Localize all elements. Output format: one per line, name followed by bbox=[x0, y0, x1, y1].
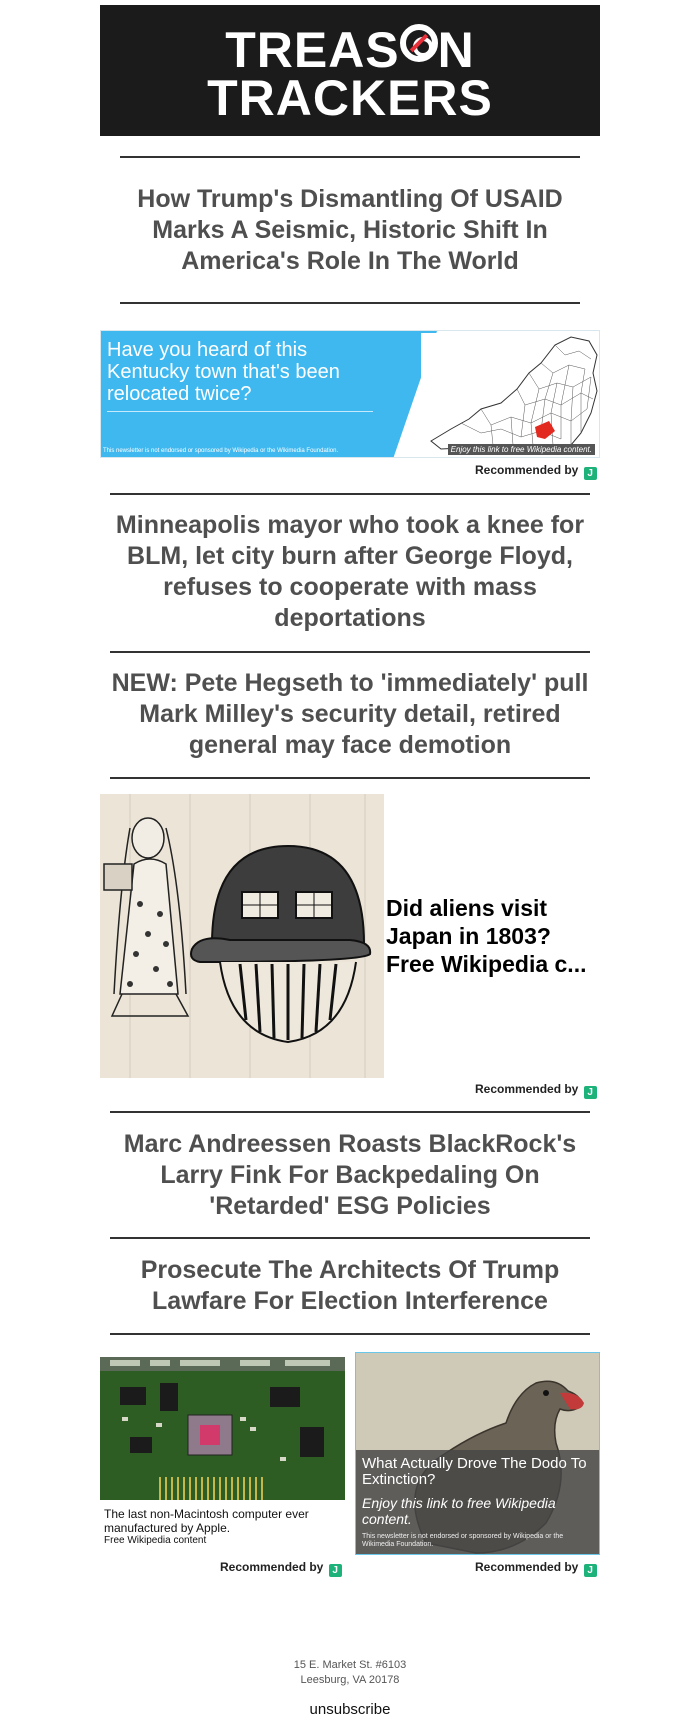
recommended-by[interactable] bbox=[475, 463, 597, 480]
recommended-label: Recommended by bbox=[475, 463, 579, 477]
recommended-by[interactable] bbox=[475, 1082, 597, 1099]
ad-macintosh-sub: Free Wikipedia content bbox=[104, 1535, 207, 1546]
divider bbox=[110, 777, 590, 779]
logo-text-treas: TREAS bbox=[225, 22, 400, 78]
ad-aliens-image[interactable] bbox=[100, 794, 384, 1078]
unsubscribe-link[interactable]: unsubscribe bbox=[309, 1701, 391, 1718]
utsuro-bune-illustration bbox=[100, 794, 384, 1078]
article-headline-lawfare[interactable]: Prosecute The Architects Of Trump Lawfare For Election Interference bbox=[140, 1256, 560, 1315]
target-icon bbox=[400, 24, 438, 62]
recommended-label: Recommended by bbox=[220, 1560, 324, 1574]
logo-line-2: TRACKERS bbox=[207, 70, 493, 126]
circuit-board-image bbox=[100, 1357, 345, 1500]
divider bbox=[110, 1333, 590, 1335]
recommended-by[interactable] bbox=[220, 1560, 342, 1577]
recommender-logo-icon: J bbox=[329, 1564, 342, 1577]
logo-line-1 bbox=[100, 22, 600, 78]
divider bbox=[110, 493, 590, 495]
ad-aliens-title[interactable]: Did aliens visit Japan in 1803? Free Wikipedia c... bbox=[386, 895, 587, 977]
divider bbox=[120, 156, 580, 158]
footer-address-line1: 15 E. Market St. #6103 bbox=[293, 1659, 407, 1671]
recommender-logo-icon: J bbox=[584, 1086, 597, 1099]
divider bbox=[120, 302, 580, 304]
footer-address-line2: Leesburg, VA 20178 bbox=[300, 1674, 400, 1686]
ad-macintosh-title[interactable]: The last non-Macintosh computer ever manufactured by Apple. bbox=[104, 1507, 309, 1535]
article-headline-usaid[interactable]: How Trump's Dismantling Of USAID Marks A Seismic, Historic Shift In America's Role In The World bbox=[137, 185, 563, 275]
ad-dodo-title: What Actually Drove The Dodo To Extinction? bbox=[362, 1455, 587, 1488]
divider bbox=[110, 1111, 590, 1113]
ad-disclaimer: This newsletter is not endorsed or sponsored by Wikipedia or the Wikimedia Foundation. bbox=[103, 448, 339, 454]
ad-kentucky-title: Have you heard of this Kentucky town that's been relocated twice? bbox=[107, 339, 340, 405]
ad-macintosh-image[interactable] bbox=[100, 1357, 345, 1500]
ad-dodo[interactable] bbox=[355, 1352, 600, 1555]
article-headline-andreessen[interactable]: Marc Andreessen Roasts BlackRock's Larry Fink For Backpedaling On 'Retarded' ESG Policies bbox=[123, 1130, 577, 1220]
kentucky-map-image bbox=[421, 333, 599, 455]
article-headline-hegseth[interactable]: NEW: Pete Hegseth to 'immediately' pull Mark Milley's security detail, retired general may face demotion bbox=[111, 669, 589, 759]
divider bbox=[110, 651, 590, 653]
recommender-logo-icon: J bbox=[584, 1564, 597, 1577]
recommended-by[interactable] bbox=[475, 1560, 597, 1577]
ad-dodo-enjoy: Enjoy this link to free Wikipedia content. bbox=[362, 1495, 556, 1527]
divider bbox=[110, 1237, 590, 1239]
article-headline-minneapolis[interactable]: Minneapolis mayor who took a knee for BLM, let city burn after George Floyd, refuses to cooperate with mass deportations bbox=[115, 511, 585, 632]
logo-text-n: N bbox=[437, 22, 475, 78]
recommended-label: Recommended by bbox=[475, 1560, 579, 1574]
ad-enjoy-text: Enjoy this link to free Wikipedia content. bbox=[448, 444, 595, 455]
ad-kentucky-town[interactable] bbox=[100, 330, 600, 458]
ad-dodo-disclaimer: This newsletter is not endorsed or sponsored by Wikipedia or the Wikimedia Foundation. bbox=[362, 1533, 564, 1548]
header-logo[interactable] bbox=[100, 5, 600, 136]
ad-divider bbox=[107, 411, 373, 412]
recommender-logo-icon: J bbox=[584, 467, 597, 480]
recommended-label: Recommended by bbox=[475, 1082, 579, 1096]
